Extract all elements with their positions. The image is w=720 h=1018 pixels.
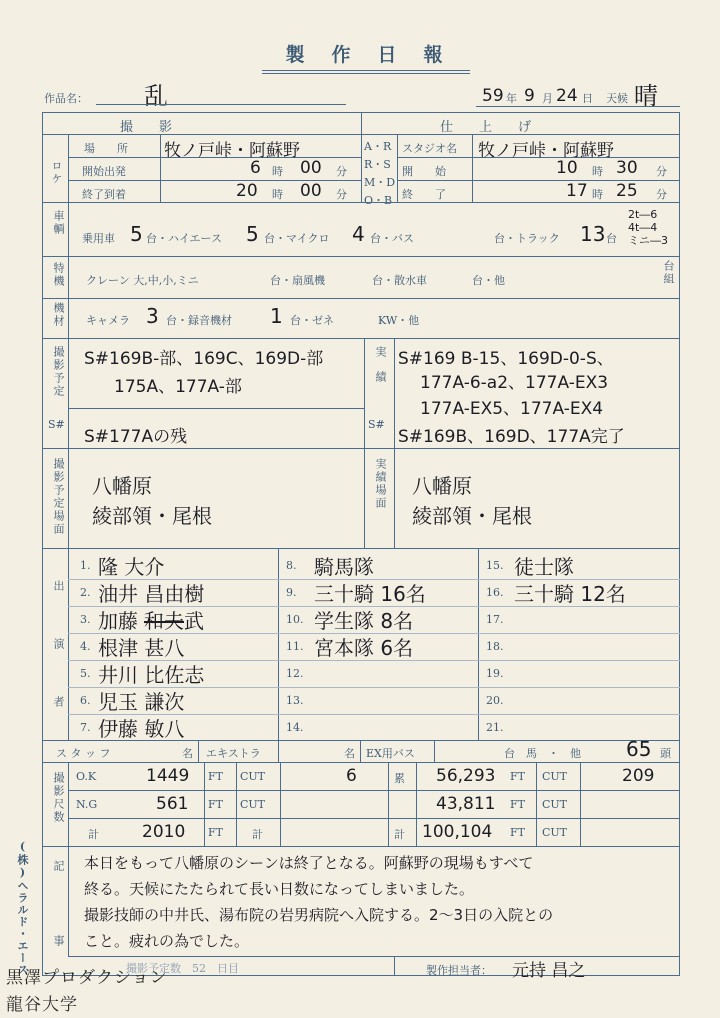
kiji-line: 終る。天候にたたられて長い日数になってしまいました。 [84, 880, 475, 898]
cum-total-label: 計 [394, 828, 405, 841]
crane-label: クレーン 大,中,小,ミニ [86, 274, 199, 287]
satsuei-heading: 撮 影 [120, 120, 173, 135]
cast-name [514, 551, 574, 580]
report-month: 9 [524, 86, 535, 106]
weather-label: 天候 [606, 92, 628, 105]
cast-name-text: 隆 大介 [98, 555, 165, 579]
cast-side: 出 演 者 [52, 580, 65, 725]
cast-name-text: 伊藤 敏八 [98, 717, 185, 741]
shiage-heading: 仕 上 げ [440, 120, 532, 135]
cast-name-text: 騎馬隊 [314, 555, 374, 579]
camera-count: 3 [146, 304, 159, 328]
year-label: 年 [506, 92, 517, 105]
cast-number: 16. [486, 586, 504, 599]
extra-mei: 名 [344, 747, 355, 760]
studio-value: 牧ノ戸峠・阿蘇野 [478, 141, 614, 161]
ob-label: O・B [364, 194, 393, 207]
ft-unit: FT [510, 798, 525, 811]
ex-bus-label: EX用バス [366, 747, 415, 760]
cast-number: 10. [286, 613, 304, 626]
cast-name-text: 根津 甚八 [98, 636, 185, 660]
total-label: 計 [88, 828, 99, 841]
cum-label: 累 [394, 772, 405, 785]
cast-name-text: 三十騎 16名 [314, 582, 426, 606]
loca-place-label: 場 所 [84, 142, 128, 155]
day-label: 日 [582, 92, 593, 105]
ft-unit: FT [510, 770, 525, 783]
loca-place-value: 牧ノ戸峠・阿蘇野 [164, 141, 300, 161]
tantou-value: 元持 昌之 [512, 961, 586, 981]
jisseki-line-1: S#169 B-15、169D-0-S、 [398, 349, 614, 369]
company-side: (株)ヘラルド・エース [16, 840, 29, 976]
hiace-count: 5 [246, 222, 259, 246]
micro-label: 台・マイクロ [264, 232, 330, 245]
cast-name-text: 宮本隊 6名 [314, 636, 414, 660]
jyoyo-label: 乗用車 [82, 232, 115, 245]
cast-name [98, 578, 204, 607]
cast-name [98, 632, 184, 661]
jisseki-s-value: S#169B、169D、177A完了 [398, 427, 625, 447]
uma-count: 65 [626, 737, 652, 761]
truck-note: ミニ―3 [628, 234, 668, 247]
tokki-side: 特機 [52, 262, 65, 288]
hour-unit: 時 [272, 188, 283, 201]
studio-label: スタジオ名 [402, 142, 457, 155]
cast-name [314, 605, 413, 634]
cut-label: CUT [542, 770, 568, 783]
cast-number: 20. [486, 694, 504, 707]
kiji-line: 本日をもって八幡原のシーンは終了となる。阿蘇野の現場もすべて [84, 854, 534, 872]
jisseki-line-3: 177A-EX5、177A-EX4 [420, 399, 604, 419]
cum-ok-cut: 209 [622, 766, 655, 786]
ok-cut: 6 [346, 766, 357, 786]
bus-label: 台・バス [370, 232, 414, 245]
cast-name [514, 578, 626, 607]
kiji-line: こと。疲れの為でした。 [84, 932, 250, 950]
camera-label: キャメラ [86, 314, 130, 327]
ft-unit: FT [208, 798, 223, 811]
uma-label: 台 馬 ・ 他 [504, 747, 581, 760]
extra-label: エキストラ [206, 747, 261, 760]
rec-label: 台・録音機材 [166, 314, 232, 327]
yotei-line-1: S#169B-部、169C、169D-部 [84, 349, 324, 369]
cum-total-ft: 100,104 [422, 822, 493, 842]
shiage-start-label: 開 始 [402, 165, 446, 178]
ok-ft: 1449 [146, 766, 190, 786]
kw-label: KW・他 [378, 314, 420, 327]
loca-end-min: 00 [300, 181, 322, 201]
kizai-side: 機材 [52, 302, 65, 328]
loca-start-min: 00 [300, 158, 322, 178]
sakuhin-label: 作品名： [44, 92, 88, 105]
cast-name-text: 油井 昌由樹 [98, 582, 205, 606]
shiage-end-min: 25 [616, 181, 638, 201]
bottom-hint: 撮影予定数 52 日目 [126, 962, 239, 975]
basho-jisseki-line-1: 八幡原 [412, 474, 472, 498]
yotei-s-label: S# [48, 418, 65, 431]
report-year: 59 [482, 86, 504, 106]
cast-name [98, 605, 204, 634]
cast-name-text: 加藤 [98, 609, 138, 633]
cast-number: 1. [80, 559, 91, 572]
cast-name [98, 686, 184, 715]
hiace-label: 台・ハイエース [146, 232, 223, 245]
min-unit: 分 [656, 165, 667, 178]
cast-name [314, 551, 374, 580]
cast-name-text: 学生隊 8名 [314, 609, 414, 633]
cut-label: CUT [542, 826, 568, 839]
ft-unit: FT [510, 826, 525, 839]
loca-start-label: 開始出発 [82, 165, 126, 178]
ar-label: A・R [364, 140, 392, 153]
fan-label: 台・扇風機 [270, 274, 325, 287]
yotei-line-2: 175A、177A-部 [114, 377, 242, 397]
footage-side: 撮影尺数 [52, 772, 65, 824]
cum-ng-ft: 43,811 [436, 794, 496, 814]
cut-label: CUT [542, 798, 568, 811]
basho-line-1: 八幡原 [92, 474, 152, 498]
rs-label: R・S [364, 158, 391, 171]
loca-end-label: 終了到着 [82, 188, 126, 201]
ng-label: N.G [76, 798, 98, 811]
jisseki-side: 実績 [374, 346, 387, 396]
cum-ok-ft: 56,293 [436, 766, 496, 786]
cast-name [98, 551, 164, 580]
shiage-start-min: 30 [616, 158, 638, 178]
cast-name-text: 井川 比佐志 [98, 663, 205, 687]
cut-label: CUT [240, 770, 266, 783]
page-title: 製 作 日 報 [285, 44, 447, 66]
ft-unit: FT [208, 770, 223, 783]
hour-unit: 時 [592, 165, 603, 178]
min-unit: 分 [336, 188, 347, 201]
cast-number: 15. [486, 559, 504, 572]
basho-side: 撮影予定場面 [52, 458, 65, 536]
total-ft: 2010 [142, 822, 186, 842]
uma-tou: 頭 [660, 747, 671, 760]
cast-number: 3. [80, 613, 91, 626]
cast-name-text: 徒士隊 [514, 555, 574, 579]
cast-number: 7. [80, 721, 91, 734]
cast-number: 6. [80, 694, 91, 707]
cast-number: 12. [286, 667, 304, 680]
kei-label: 計 [252, 828, 263, 841]
cast-number: 19. [486, 667, 504, 680]
sansui-label: 台・散水車 [372, 274, 427, 287]
min-unit: 分 [656, 188, 667, 201]
staff-label: ス タ ッ フ [56, 747, 111, 760]
shiage-end-label: 終 了 [402, 188, 446, 201]
cast-number: 8. [286, 559, 297, 572]
cast-name [98, 659, 204, 688]
jisseki-s-label: S# [368, 418, 385, 431]
zene-label: 台・ゼネ [290, 314, 334, 327]
ft-unit: FT [208, 826, 223, 839]
kiji-body [84, 850, 680, 954]
cast-number: 21. [486, 721, 504, 734]
month-label: 月 [542, 92, 553, 105]
staff-mei: 名 [182, 747, 193, 760]
basho-jisseki-side: 実績場面 [374, 458, 387, 510]
cast-number: 13. [286, 694, 304, 707]
kiji-line: 撮影技師の中井氏、湯布院の岩男病院へ入院する。2〜3日の入院との [84, 906, 554, 924]
cast-number: 9. [286, 586, 297, 599]
truck-label: 台・トラック [494, 232, 560, 245]
truck-count: 13 [580, 222, 606, 246]
cast-name-text: 児玉 謙次 [98, 690, 185, 714]
cast-name-struck: 和夫 [144, 609, 184, 633]
watermark-line-2: 龍谷大学 [6, 995, 78, 1015]
ng-ft: 561 [156, 794, 189, 814]
report-day: 24 [556, 86, 578, 106]
truck-note: 2t―6 [628, 208, 658, 221]
cast-number: 2. [80, 586, 91, 599]
cut-label: CUT [240, 798, 266, 811]
hour-unit: 時 [592, 188, 603, 201]
jisseki-line-2: 177A-6-a2、177A-EX3 [420, 373, 609, 393]
vehicles-side: 車輌 [52, 210, 65, 236]
watermark-line-1: 黒澤プロダクション [6, 968, 168, 988]
loca-end-hour: 20 [236, 181, 258, 201]
sakuhin-value: 乱 [144, 82, 168, 110]
shiage-end-hour: 17 [566, 181, 588, 201]
cast-number: 11. [286, 640, 304, 653]
cast-number: 4. [80, 640, 91, 653]
cast-name [314, 578, 426, 607]
cast-number: 17. [486, 613, 504, 626]
hour-unit: 時 [272, 165, 283, 178]
cast-name [314, 632, 413, 661]
cast-number: 18. [486, 640, 504, 653]
loca-side-label: ロケ [50, 160, 63, 186]
ok-label: O.K [76, 770, 97, 783]
shiage-start-hour: 10 [556, 158, 578, 178]
tokki-other-label: 台・他 [472, 274, 505, 287]
kiji-side: 記 事 [52, 860, 65, 960]
truck-dai: 台 [606, 232, 617, 245]
jyoyo-count: 5 [130, 222, 143, 246]
cast-name-correction: 武 [184, 609, 204, 633]
weather-value: 晴 [634, 82, 658, 110]
yotei-s-value: S#177Aの残 [84, 427, 188, 447]
min-unit: 分 [336, 165, 347, 178]
dai-kumi: 台組 [662, 260, 675, 286]
yotei-side: 撮影予定 [52, 346, 65, 398]
truck-note: 4t―4 [628, 221, 658, 234]
cast-number: 5. [80, 667, 91, 680]
truck-notes [628, 208, 668, 247]
loca-start-hour: 6 [250, 158, 261, 178]
md-label: M・D [364, 176, 396, 189]
basho-line-2: 綾部領・尾根 [92, 504, 212, 528]
tantou-label: 製作担当者： [426, 964, 492, 977]
micro-count: 4 [352, 222, 365, 246]
cast-name [98, 713, 184, 742]
rec-count: 1 [270, 304, 283, 328]
basho-jisseki-line-2: 綾部領・尾根 [412, 504, 532, 528]
cast-number: 14. [286, 721, 304, 734]
cast-name-text: 三十騎 12名 [514, 582, 626, 606]
